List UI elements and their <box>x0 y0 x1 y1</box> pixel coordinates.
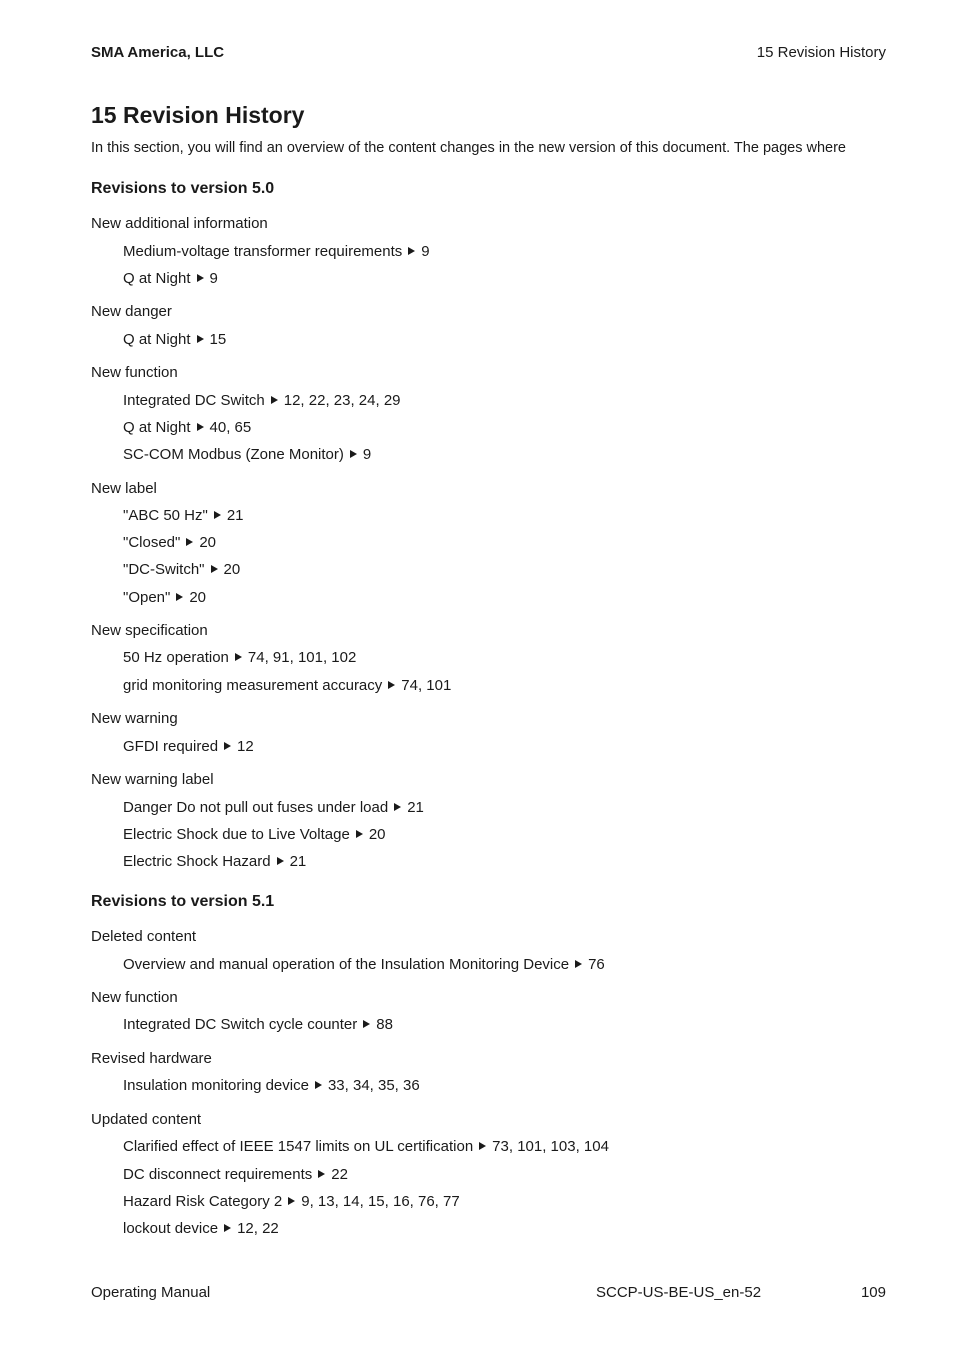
arrow-right-icon <box>394 803 401 811</box>
revision-item <box>123 1077 420 1094</box>
arrow-right-icon <box>575 960 582 968</box>
item-text: Q at Night <box>123 419 191 436</box>
item-text: "ABC 50 Hz" <box>123 507 208 524</box>
item-pages: 74, 91, 101, 102 <box>247 649 357 666</box>
item-text: Integrated DC Switch <box>123 392 265 409</box>
item-text: lockout device <box>123 1220 219 1237</box>
item-pages: 20 <box>199 534 217 551</box>
item-pages: 12 <box>237 738 254 755</box>
item-pages: 40, 65 <box>209 419 252 436</box>
category-label: Revised hardware <box>91 1050 212 1067</box>
category-label: New additional information <box>91 215 268 232</box>
item-pages: 9 <box>362 446 372 463</box>
arrow-right-icon <box>211 565 218 573</box>
revision-item <box>123 799 424 816</box>
item-text: SC-COM Modbus (Zone Monitor) <box>123 446 344 463</box>
category-label: New function <box>91 989 178 1006</box>
item-pages: 21 <box>226 507 244 524</box>
revision-item <box>123 738 254 755</box>
category-label: New warning <box>91 710 178 727</box>
item-text: GFDI required <box>123 738 219 755</box>
revision-item <box>123 677 451 694</box>
arrow-right-icon <box>350 450 357 458</box>
item-pages: 22 <box>331 1166 348 1183</box>
revision-item <box>123 270 218 287</box>
intro-text: In this section, you will find an overview of the content changes in the new version of this document. The pages where <box>91 140 846 156</box>
item-pages: 88 <box>376 1016 393 1033</box>
footer-doc-code: SCCP-US-BE-US_en-52 <box>596 1284 762 1301</box>
arrow-right-icon <box>197 423 204 431</box>
item-pages: 33, 34, 35, 36 <box>327 1077 420 1094</box>
page-number: 109 <box>860 1284 886 1301</box>
item-text: Clarified effect of IEEE 1547 limits on UL certification <box>123 1138 474 1155</box>
item-pages: 20 <box>189 589 207 606</box>
item-text: "Open" <box>123 589 171 606</box>
arrow-right-icon <box>318 1170 325 1178</box>
revision-item <box>123 1166 348 1183</box>
item-pages: 9 <box>209 270 218 287</box>
item-pages: 21 <box>407 799 424 816</box>
item-pages: 12, 22, 23, 24, 29 <box>283 392 401 409</box>
arrow-right-icon <box>271 396 278 404</box>
arrow-right-icon <box>277 857 284 865</box>
revision-item <box>123 534 216 551</box>
arrow-right-icon <box>356 830 363 838</box>
revision-item <box>123 1193 460 1210</box>
arrow-right-icon <box>288 1197 295 1205</box>
item-text: "Closed" <box>123 534 181 551</box>
item-text: grid monitoring measurement accuracy <box>123 677 383 694</box>
section-heading: Revisions to version 5.0 <box>91 180 275 197</box>
footer-doc-title: Operating Manual <box>91 1284 211 1301</box>
arrow-right-icon <box>388 681 395 689</box>
revision-item <box>123 392 401 409</box>
arrow-right-icon <box>186 538 193 546</box>
revision-item <box>123 649 356 666</box>
arrow-right-icon <box>197 335 204 343</box>
item-pages: 20 <box>223 561 241 578</box>
category-label: Deleted content <box>91 928 197 945</box>
item-text: Danger Do not pull out fuses under load <box>123 799 389 816</box>
arrow-right-icon <box>479 1142 486 1150</box>
item-text: Overview and manual operation of the Insulation Monitoring Device <box>123 956 570 973</box>
item-text: Integrated DC Switch cycle counter <box>123 1016 358 1033</box>
revision-item <box>123 1138 609 1155</box>
arrow-right-icon <box>315 1081 322 1089</box>
section-heading: Revisions to version 5.1 <box>91 893 275 910</box>
item-pages: 12, 22 <box>237 1220 279 1237</box>
category-label: Updated content <box>91 1111 202 1128</box>
item-text: Electric Shock Hazard <box>123 853 271 870</box>
revision-item <box>123 419 251 436</box>
category-label: New function <box>91 364 178 381</box>
category-label: New warning label <box>91 771 214 788</box>
item-text: Q at Night <box>123 270 191 287</box>
revision-item <box>123 956 605 973</box>
item-pages: 15 <box>209 331 227 348</box>
revision-item <box>123 331 226 348</box>
item-text: 50 Hz operation <box>123 649 229 666</box>
item-pages: 21 <box>289 853 307 870</box>
item-text: Q at Night <box>123 331 191 348</box>
category-label: New specification <box>91 622 208 639</box>
category-label: New danger <box>91 303 172 320</box>
item-pages: 20 <box>368 826 386 843</box>
arrow-right-icon <box>363 1020 370 1028</box>
revision-item <box>123 446 371 463</box>
header-chapter: 15 Revision History <box>756 44 886 61</box>
arrow-right-icon <box>214 511 221 519</box>
item-pages: 9 <box>421 243 430 260</box>
revision-item <box>123 589 206 606</box>
arrow-right-icon <box>176 593 183 601</box>
header-company: SMA America, LLC <box>91 44 225 61</box>
item-pages: 73, 101, 103, 104 <box>492 1138 609 1155</box>
item-text: Insulation monitoring device <box>123 1077 309 1094</box>
item-pages: 9, 13, 14, 15, 16, 76, 77 <box>301 1193 460 1210</box>
item-text: Medium-voltage transformer requirements <box>123 243 403 260</box>
revision-item <box>123 826 386 843</box>
arrow-right-icon <box>197 274 204 282</box>
page-title: 15 Revision History <box>91 102 305 128</box>
item-pages: 76 <box>588 956 605 973</box>
revision-item <box>123 853 306 870</box>
item-text: "DC-Switch" <box>123 561 205 578</box>
item-text: DC disconnect requirements <box>123 1166 313 1183</box>
revision-item <box>123 1016 393 1033</box>
revision-item <box>123 1220 279 1237</box>
item-pages: 74, 101 <box>401 677 452 694</box>
revision-item <box>123 243 430 260</box>
category-label: New label <box>91 480 157 497</box>
arrow-right-icon <box>224 1224 231 1232</box>
item-text: Electric Shock due to Live Voltage <box>123 826 350 843</box>
revision-item <box>123 561 240 578</box>
arrow-right-icon <box>235 653 242 661</box>
arrow-right-icon <box>408 247 415 255</box>
item-text: Hazard Risk Category 2 <box>123 1193 283 1210</box>
arrow-right-icon <box>224 742 231 750</box>
revision-item <box>123 507 244 524</box>
